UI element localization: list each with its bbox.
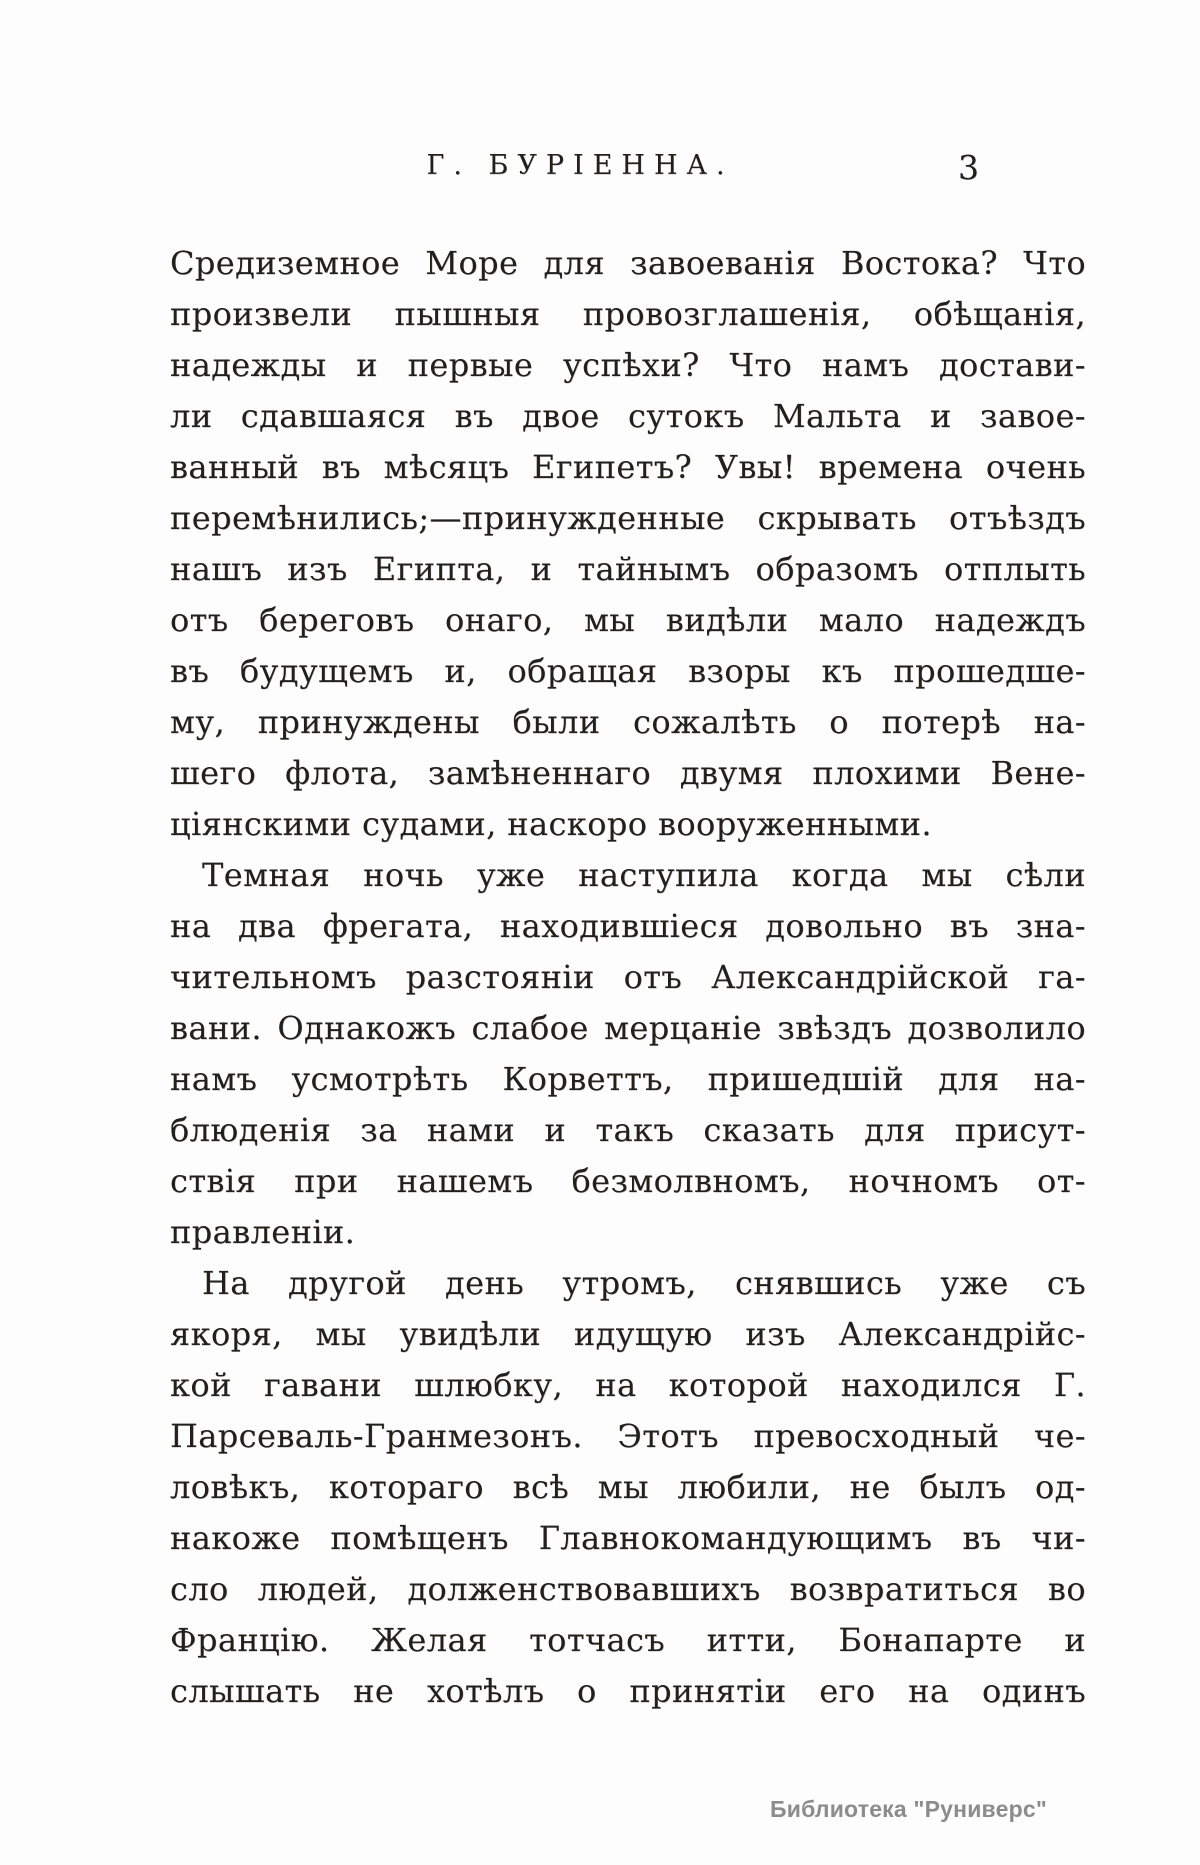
paragraph (170, 1258, 1086, 1717)
text-line: Парсеваль-Гранмезонъ. Этотъ превосходный че- (170, 1417, 1086, 1455)
text-line: На другой день утромъ, снявшись уже съ (202, 1264, 1086, 1302)
text-line: сло людей, долженствовавшихъ возвратиться во (170, 1570, 1086, 1608)
text-line: намъ усмотрѣть Корветтъ, пришедшій для на- (170, 1060, 1086, 1098)
paragraph (170, 850, 1086, 1258)
running-header-title: Г. БУРІЕННА. (426, 150, 734, 181)
text-line: отъ береговъ онаго, мы видѣли мало надеждъ (170, 601, 1086, 639)
text-line: блюденія за нами и такъ сказать для присут- (170, 1111, 1086, 1149)
text-line: кой гавани шлюбку, на которой находился Г. (170, 1366, 1086, 1404)
text-line: надежды и первые успѣхи? Что намъ достави- (170, 346, 1086, 384)
text-line: правленіи. (170, 1213, 356, 1251)
text-line: ли сдавшаяся въ двое сутокъ Мальта и завое- (170, 397, 1086, 435)
library-watermark: Библиотека "Руниверс" (770, 1796, 1047, 1822)
text-line: Темная ночь уже наступила когда мы сѣли (202, 856, 1086, 894)
text-line: перемѣнились;—принужденные скрывать отъѣздъ (170, 499, 1086, 537)
text-line: вани. Однакожъ слабое мерцаніе звѣздъ дозволило (170, 1009, 1086, 1047)
paragraph (170, 238, 1086, 850)
text-line: накоже помѣщенъ Главнокомандующимъ въ чи- (170, 1519, 1086, 1557)
text-line: ванный въ мѣсяцъ Египетъ? Увы! времена очень (170, 448, 1086, 486)
running-header (0, 148, 1200, 198)
text-line: шего флота, замѣненнаго двумя плохими Вене- (170, 754, 1086, 792)
text-line: ловѣкъ, котораго всѣ мы любили, не былъ од- (170, 1468, 1086, 1506)
text-line: Францію. Желая тотчасъ итти, Бонапарте и (170, 1621, 1086, 1659)
text-line: на два фрегата, находившіеся довольно въ зна- (170, 907, 1086, 945)
text-line: слышать не хотѣлъ о принятіи его на одинъ (170, 1672, 1086, 1710)
text-line: якоря, мы увидѣли идущую изъ Александрійс- (170, 1315, 1086, 1353)
text-line: въ будущемъ и, обращая взоры къ прошедше- (170, 652, 1086, 690)
text-line: нашъ изъ Египта, и тайнымъ образомъ отплыть (170, 550, 1086, 588)
text-line: му, принуждены были сожалѣть о потерѣ на- (170, 703, 1086, 741)
page-number: 3 (958, 148, 979, 187)
text-line: ціянскими судами, наскоро вооруженными. (170, 805, 932, 843)
text-line: ствія при нашемъ безмолвномъ, ночномъ от- (170, 1162, 1086, 1200)
text-line: произвели пышныя провозглашенія, обѣщанія, (170, 295, 1086, 333)
text-line: чительномъ разстояніи отъ Александрійской га- (170, 958, 1086, 996)
page-text (170, 238, 1086, 1717)
text-line: Средиземное Море для завоеванія Востока? Что (170, 244, 1086, 282)
